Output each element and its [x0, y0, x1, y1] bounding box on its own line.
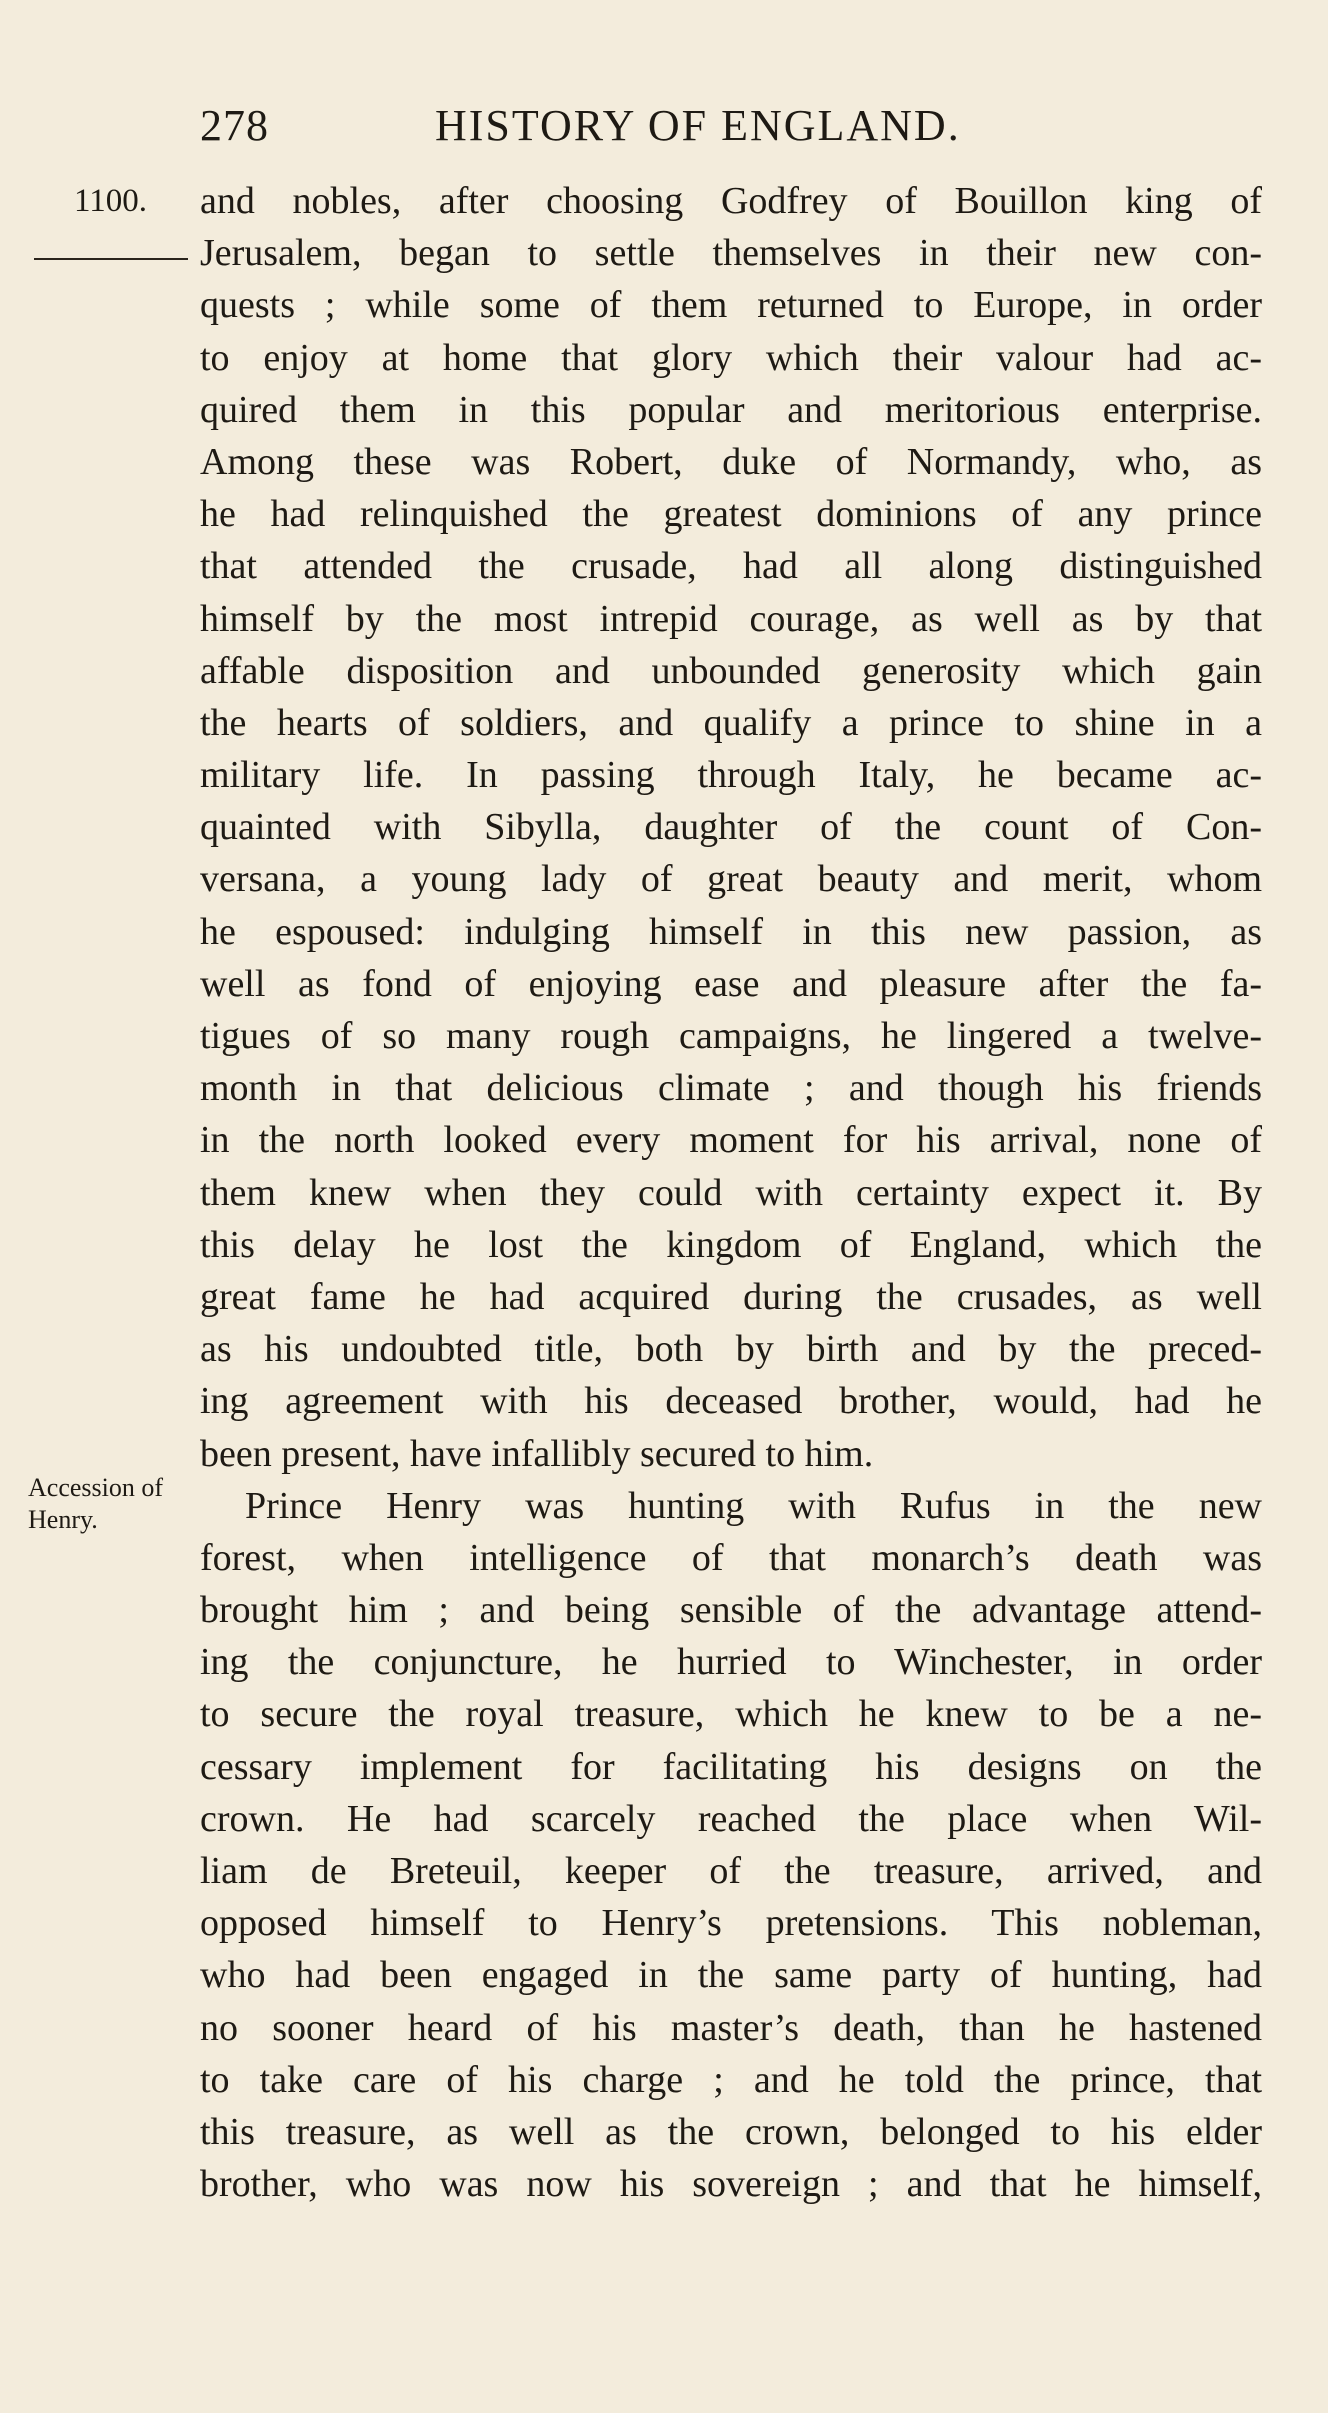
text-line: them knew when they could with certainty expect it. By	[200, 1171, 1262, 1214]
text-line: and nobles, after choosing Godfrey of Bouillon king of	[200, 180, 1262, 222]
text-line: ing the conjuncture, he hurried to Winchester, in order	[200, 1641, 1262, 1684]
text-line: to take care of his charge ; and he told the prince, that	[200, 2058, 1262, 2101]
text-line: cessary implement for facilitating his designs on the	[200, 1745, 1262, 1788]
text-line: tigues of so many rough campaigns, he lingered a twelve-	[200, 1015, 1262, 1057]
text-line: who had been engaged in the same party of hunting, had	[200, 1954, 1262, 1997]
text-line: this treasure, as well as the crown, belonged to his elder	[200, 2110, 1262, 2153]
page-number: 278	[200, 101, 269, 150]
text-line: brought him ; and being sensible of the advantage attend-	[200, 1589, 1262, 1632]
text-line: Prince Henry was hunting with Rufus in the new	[245, 1484, 1262, 1527]
text-line: versana, a young lady of great beauty and merit, whom	[200, 858, 1262, 901]
text-line: quainted with Sibylla, daughter of the count of Con-	[200, 806, 1262, 849]
margin-rule	[34, 258, 188, 260]
margin-year: 1100.	[74, 183, 148, 219]
body-text	[200, 175, 1262, 2210]
running-title: HISTORY OF ENGLAND.	[435, 101, 961, 150]
text-line: in the north looked every moment for his arrival, none of	[200, 1119, 1262, 1162]
text-line: quests ; while some of them returned to Europe, in order	[200, 284, 1262, 327]
text-line: well as fond of enjoying ease and pleasure after the fa-	[200, 962, 1262, 1005]
text-line: affable disposition and unbounded generosity which gain	[200, 649, 1262, 692]
page-header	[200, 100, 1080, 160]
text-line: that attended the crusade, had all along distinguished	[200, 545, 1262, 588]
text-line: ing agreement with his deceased brother, would, had he	[200, 1380, 1262, 1423]
text-line: been present, have infallibly secured to him.	[200, 1432, 874, 1475]
text-line: he espoused: indulging himself in this new passion, as	[200, 910, 1262, 953]
margin-sidenote	[28, 1472, 163, 1536]
text-line: himself by the most intrepid courage, as well as by that	[200, 597, 1262, 640]
text-line: opposed himself to Henry’s pretensions. This nobleman,	[200, 1902, 1262, 1945]
text-line: great fame he had acquired during the crusades, as well	[200, 1275, 1262, 1318]
text-line: no sooner heard of his master’s death, than he hastened	[200, 2006, 1262, 2049]
text-line: as his undoubted title, both by birth and by the preced-	[200, 1328, 1262, 1371]
sidenote-line: Henry.	[28, 1505, 98, 1534]
text-line: he had relinquished the greatest dominions of any prince	[200, 493, 1262, 536]
text-line: this delay he lost the kingdom of England, which the	[200, 1223, 1262, 1266]
text-line: quired them in this popular and meritorious enterprise.	[200, 388, 1262, 431]
text-line: liam de Breteuil, keeper of the treasure, arrived, and	[200, 1850, 1262, 1892]
sidenote-line: Accession of	[28, 1473, 164, 1502]
text-line: month in that delicious climate ; and though his friends	[200, 1067, 1262, 1110]
text-line: to enjoy at home that glory which their valour had ac-	[200, 336, 1262, 379]
text-line: Among these was Robert, duke of Normandy, who, as	[200, 440, 1262, 483]
text-line: brother, who was now his sovereign ; and that he himself,	[200, 2163, 1262, 2206]
text-line: to secure the royal treasure, which he knew to be a ne-	[200, 1693, 1262, 1736]
text-line: forest, when intelligence of that monarch’s death was	[200, 1536, 1262, 1579]
text-line: the hearts of soldiers, and qualify a prince to shine in a	[200, 701, 1262, 744]
text-line: Jerusalem, began to settle themselves in their new con-	[200, 232, 1262, 275]
text-line: military life. In passing through Italy, he became ac-	[200, 754, 1262, 797]
text-line: crown. He had scarcely reached the place when Wil-	[200, 1797, 1262, 1840]
